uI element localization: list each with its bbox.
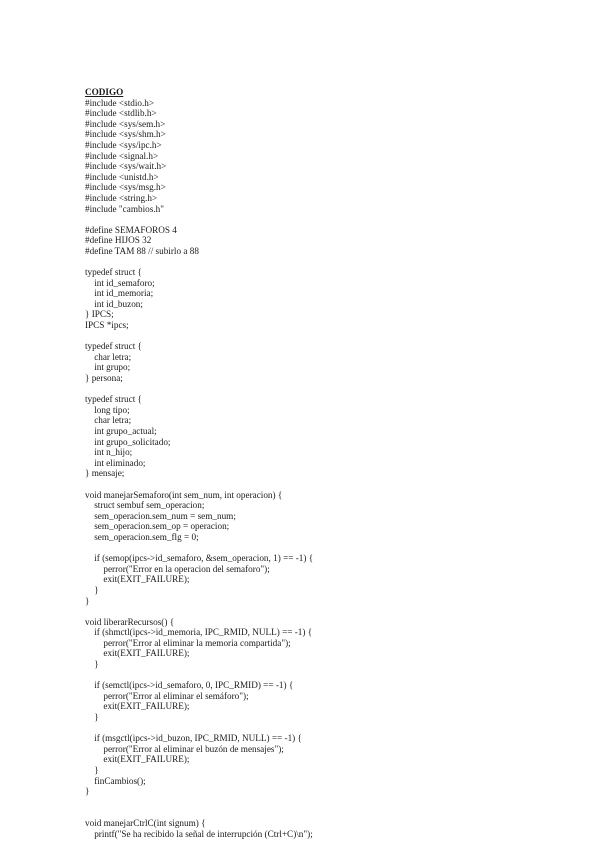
- code-line: }: [85, 595, 90, 606]
- code-line: struct sembuf sem_operacion;: [85, 500, 205, 511]
- code-line: char letra;: [85, 415, 132, 426]
- code-line: [85, 723, 313, 734]
- code-line: if (msgctl(ipcs->id_buzon, IPC_RMID, NULL) == -1) {: [85, 733, 302, 744]
- code-line: sem_operacion.sem_num = sem_num;: [85, 510, 236, 521]
- code-line: [85, 606, 313, 617]
- document-heading: CODIGO: [85, 87, 124, 97]
- code-line: }: [85, 786, 90, 797]
- code-line: }: [85, 659, 99, 670]
- code-line: #include <sys/shm.h>: [85, 129, 166, 140]
- code-line: [85, 807, 313, 818]
- code-line: perror("Error en la operacion del semaforo");: [85, 563, 270, 574]
- code-line: int id_buzon;: [85, 298, 143, 309]
- code-line: [85, 543, 313, 554]
- code-line: sem_operacion.sem_flg = 0;: [85, 531, 199, 542]
- code-line: }: [85, 584, 99, 595]
- code-line: perror("Error al eliminar el semáforo");: [85, 690, 249, 701]
- code-line: finCambios();: [85, 775, 146, 786]
- code-line: [85, 670, 313, 681]
- code-line: int id_memoria;: [85, 288, 154, 299]
- code-line: typedef struct {: [85, 341, 142, 352]
- code-line: exit(EXIT_FAILURE);: [85, 574, 190, 585]
- code-line: int eliminado;: [85, 457, 146, 468]
- code-line: perror("Error al eliminar la memoria compartida");: [85, 637, 291, 648]
- code-line: exit(EXIT_FAILURE);: [85, 701, 190, 712]
- code-line: void manejarSemaforo(int sem_num, int operacion) {: [85, 489, 283, 500]
- code-line: void liberarRecursos() {: [85, 616, 175, 627]
- code-line: [85, 257, 313, 268]
- code-line: #include <unistd.h>: [85, 171, 159, 182]
- code-line: [85, 214, 313, 225]
- code-line: [85, 479, 313, 490]
- code-line: } mensaje;: [85, 468, 125, 479]
- code-line: typedef struct {: [85, 267, 142, 278]
- code-line: int grupo_actual;: [85, 426, 157, 436]
- code-line: #include <stdio.h>: [85, 97, 155, 108]
- code-line: #include <sys/msg.h>: [85, 182, 166, 193]
- code-line: }: [85, 765, 99, 775]
- code-line: long tipo;: [85, 404, 130, 415]
- code-line: #define TAM 88 // subirlo a 88: [85, 245, 199, 256]
- code-line: #include <sys/sem.h>: [85, 118, 166, 129]
- code-line: int n_hijo;: [85, 447, 133, 458]
- code-line: #include <string.h>: [85, 192, 158, 203]
- code-line: int grupo;: [85, 362, 131, 373]
- code-line: int id_semaforo;: [85, 277, 155, 288]
- code-line: #include <signal.h>: [85, 150, 159, 161]
- code-line: IPCS *ipcs;: [85, 320, 129, 331]
- code-line: [85, 331, 313, 342]
- code-line: #include <stdlib.h>: [85, 108, 157, 119]
- code-line: exit(EXIT_FAILURE);: [85, 754, 190, 765]
- code-line: if (shmctl(ipcs->id_memoria, IPC_RMID, NULL) == -1) {: [85, 627, 313, 638]
- code-line: #include "cambios.h": [85, 203, 164, 214]
- code-line: [85, 384, 313, 395]
- code-line: sem_operacion.sem_op = operacion;: [85, 521, 230, 532]
- code-line: }: [85, 712, 99, 723]
- code-line: if (semop(ipcs->id_semaforo, &sem_operacion, 1) == -1) {: [85, 553, 314, 564]
- code-line: void manejarCtrlC(int signum) {: [85, 817, 206, 828]
- code-line: } IPCS;: [85, 309, 114, 320]
- code-line: printf("Se ha recibido la señal de interrupción (Ctrl+C)\n");: [85, 828, 313, 839]
- code-listing: [85, 87, 313, 839]
- code-line: #define HIJOS 32: [85, 235, 152, 246]
- code-line: typedef struct {: [85, 394, 142, 405]
- code-line: int grupo_solicitado;: [85, 436, 171, 447]
- code-line: if (semctl(ipcs->id_semaforo, 0, IPC_RMID) == -1) {: [85, 680, 294, 691]
- code-line: [85, 797, 313, 808]
- code-line: char letra;: [85, 351, 132, 362]
- code-line: #include <sys/ipc.h>: [85, 139, 162, 150]
- code-line: exit(EXIT_FAILURE);: [85, 648, 190, 659]
- code-line: #define SEMAFOROS 4: [85, 224, 177, 235]
- code-line: } persona;: [85, 373, 123, 384]
- code-line: #include <sys/wait.h>: [85, 161, 167, 172]
- code-line: perror("Error al eliminar el buzón de mensajes");: [85, 743, 284, 754]
